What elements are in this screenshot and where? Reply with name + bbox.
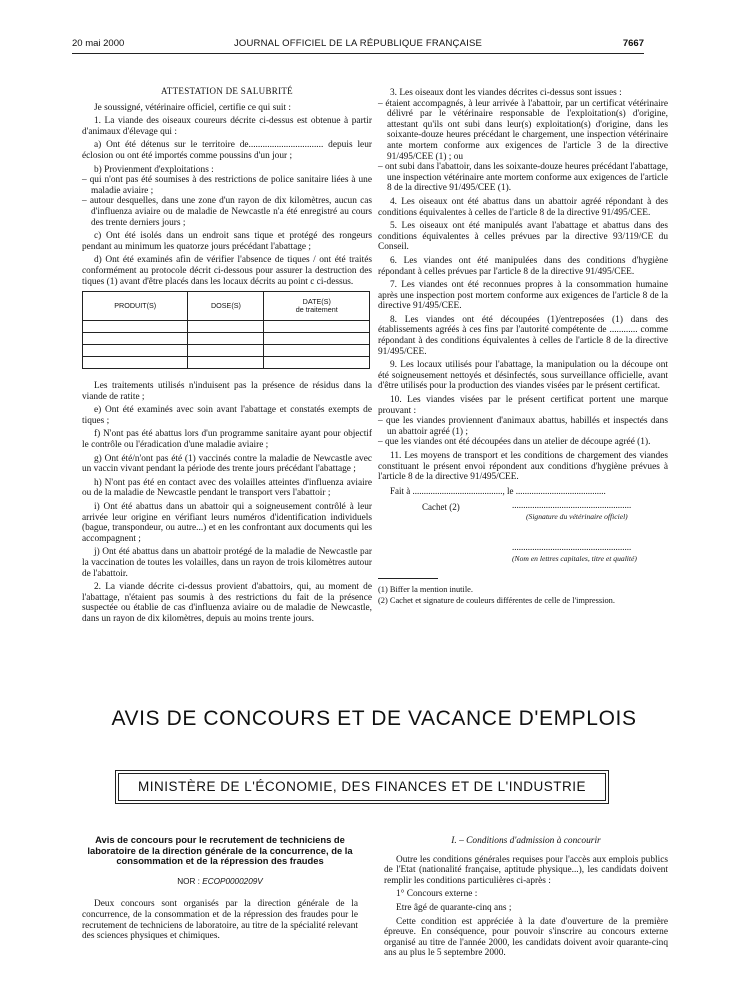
table-row [83,357,370,369]
certificate-point-9: 9. Les locaux utilisés pour l'abattage, la manipulation ou la découpe ont été soigneusement nettoyés et désinfectés, sous surveillance officielle, avant d'être utilisés pour la production des viandes visées par le présent certificat. [378,360,668,392]
stamp-label: Cachet (2) [422,502,460,513]
col-header-produits: PRODUIT(S) [83,292,188,321]
table-row [83,333,370,345]
page-number: 7667 [622,38,644,49]
nor-reference [82,877,358,888]
certificate-point-1e: e) Ont été examinés avec soin avant l'abattage et constatés exempts de tiques ; [82,405,372,426]
table-row [83,321,370,333]
certificate-point-1c: c) Ont été isolés dans un endroit sans tique et protégé des rongeurs pendant au minimum les quatorze jours précédant l'abattage ; [82,231,372,252]
conditions-paragraph-2: 1° Concours externe : [396,889,478,900]
journal-title: JOURNAL OFFICIEL DE LA RÉPUBLIQUE FRANÇAISE [233,38,483,49]
certificate-left-column [82,86,372,628]
signature-block [378,500,668,532]
issue-date: 20 mai 2000 [72,38,125,49]
certificate-point-1: 1. La viande des oiseaux coureurs décrite ci-dessus est obtenue à partir d'animaux d'élevage qui : [82,116,372,137]
certificate-point-4: 4. Les oiseaux ont été abattus dans un abattoir agréé répondant à des conditions équivalentes à celles de l'article 8 de la directive 91/495/CEE. [378,196,668,218]
certificate-right-column [378,88,668,606]
certificate-point-3-dash2: – ont subi dans l'abattoir, dans les soixante-douze heures précédant l'abattage, une inspection vétérinaire ante mortem conforme aux exigences de l'article 8 de la directive 91/495/CEE (1). [378,162,668,194]
name-label: (Nom en lettres capitales, titre et qualité) [512,554,637,564]
footnote-1: (1) Biffer la mention inutile. [378,585,473,595]
certificate-point-3: 3. Les oiseaux dont les viandes décrites ci-dessus sont issues : [390,88,622,98]
certificate-point-1b-dash1: – qui n'ont pas été soumises à des restrictions de police sanitaire liées à une maladie aviaire ; [82,175,372,196]
treatment-table [82,291,370,369]
signature-label: (Signature du vétérinaire officiel) [526,512,628,522]
footnote-2: (2) Cachet et signature de couleurs différentes de celle de l'impression. [378,595,615,605]
certificate-point-5: 5. Les oiseaux ont été manipulés avant l'abattage et abattus dans des conditions équivalentes à celles prévues par la directive 93/119/CE du Conseil. [378,221,668,253]
conditions-paragraph-1: Outre les conditions générales requises pour l'accès aux emplois publics de l'Etat (nationalité française, aptitude physique...), les candidats doivent remplir les conditions particulières ci-après : [384,854,668,886]
certificate-point-1j: j) Ont été abattus dans un abattoir protégé de la maladie de Newcastle par la vaccination de toutes les volailles, dans un rayon de trois kilomètres autour de l'abattoir. [82,547,372,579]
name-line: ..................................................... [512,542,632,553]
name-block [378,542,668,564]
treatment-table-header [83,292,370,321]
certificate-intro: Je soussigné, vétérinaire officiel, certifie ce qui suit : [94,102,292,113]
certificate-point-1i: i) Ont été abattus dans un abattoir qui a soigneusement contrôlé à leur arrivée leur origine en vérifiant leurs numéros d'identification individuels (bague, transpondeur, ou autre...) et en les confrontant aux documents qui les accompagnent ; [82,502,372,544]
certificate-point-10-dash1: – que les viandes proviennent d'animaux abattus, habillés et inspectés dans un abattoir agréé (1) ; [378,416,668,437]
page-header [72,38,644,52]
table-row [83,345,370,357]
header-rule [72,53,644,54]
certificate-point-1d: d) Ont été examinés afin de vérifier l'absence de tiques / ont été traités conformément au protocole décrit ci-dessous pour assurer la destruction des tiques (1) avant d'être placés dans les locaux décrits au point c ci-dessus. [82,255,372,287]
avis-body: Deux concours sont organisés par la direction générale de la concurrence, de la consommation et de la répression des fraudes pour le recrutement de techniciens de laboratoire, au titre de la spécialité relevant des sciences physiques et chimiques. [82,899,358,942]
certificate-point-8: 8. Les viandes ont été découpées (1)/entreposées (1) dans des établissements agréés à ces fins par l'autorité compétente de ............ comme répondant à des conditions équivalentes à celles de l'article 8 de la directive 91/495/CEE. [378,314,668,357]
certificate-point-6: 6. Les viandes ont été manipulées dans des conditions d'hygiène répondant à celles prévues par l'article 8 de la directive 91/495/CEE. [378,255,668,277]
certificate-point-10-dash2: – que les viandes ont été découpées dans un atelier de découpe agréé (1). [378,437,651,448]
certificate-point-7: 7. Les viandes ont été reconnues propres à la consommation humaine après une inspection post mortem conforme aux exigences de l'article 8 de la directive 91/495/CEE. [378,280,668,312]
certificate-point-1b-dash2: – autour desquelles, dans une zone d'un rayon de dix kilomètres, aucun cas d'influenza aviaire ou de maladie de Newcastle n'a été enregistré au cours des trente derniers jours ; [82,196,372,228]
certificate-point-1b: b) Provienment d'exploitations : [94,164,214,175]
footnote-rule [378,578,438,579]
signature-line: ..................................................... [512,500,632,511]
certificate-point-11: 11. Les moyens de transport et les conditions de chargement des viandes constituant le présent envoi répondent aux conditions d'hygiène prévues à l'article 8 de la directive 91/495/CEE. [378,451,668,483]
certificate-point-10: 10. Les viandes visées par le présent certificat portent une marque prouvant : [378,395,668,416]
ministry-box [118,773,606,801]
col-header-doses: DOSE(S) [188,292,264,321]
nor-code: ECOP0000209V [202,876,263,886]
col-header-dates: DATE(S) de traitement [264,292,370,321]
certificate-point-1a: a) Ont été détenus sur le territoire de................................ depuis leur éclosion ou ont été importés comme poussins d'un jour ; [82,140,372,161]
section-title: AVIS DE CONCOURS ET DE VACANCE D'EMPLOIS [111,707,637,730]
certificate-title: ATTESTATION DE SALUBRITÉ [161,86,293,96]
certificate-point-2: 2. La viande décrite ci-dessus provient d'abattoirs, qui, au moment de l'abattage, n'étaient pas soumis à des restrictions du fait de la présence suspectée ou établie de cas d'influenza aviaire ou de maladie de Newcastle, dans un rayon de dix kilomètres, depuis au moins trente jours. [82,582,372,624]
ministry-name: MINISTÈRE DE L'ÉCONOMIE, DES FINANCES ET DE L'INDUSTRIE [138,779,586,794]
avis-left-column [82,835,358,945]
conditions-paragraph-3: Etre âgé de quarante-cinq ans ; [396,902,512,913]
avis-right-column [384,836,668,962]
certificate-point-1g: g) Ont été/n'ont pas été (1) vaccinés contre la maladie de Newcastle avec un vaccin vivant pendant la période des trente jours précédant l'abattage ; [82,453,372,475]
nor-label: NOR : [177,876,200,886]
conditions-title: I. – Conditions d'admission à concourir [451,836,601,846]
signature-place-date: Fait à ........................................, le ........................................ [390,485,606,496]
certificate-point-3-dash1: – étaient accompagnés, à leur arrivée à l'abattoir, par un certificat vétérinaire délivré par le vétérinaire responsable de l'exploitation(s) d'origine, attestant qu'ils ont subi dans leur(s) exploitation(s) d'origine, dans les soixante-douze heures précédant le chargement, une inspection vétérinaire ante mortem conforme aux exigences de l'article 3 de la directive 91/495/CEE (1) ; ou [378,98,668,162]
footnotes [378,585,668,605]
avis-title: Avis de concours pour le recrutement de techniciens de laboratoire de la direction générale de la concurrence, de la consommation et de la répression des fraudes [87,834,353,867]
certificate-point-1h: h) N'ont pas été en contact avec des volailles atteintes d'influenza aviaire ou de la maladie de Newcastle pendant le transport vers l'abattoir ; [82,477,372,499]
certificate-after-table: Les traitements utilisés n'induisent pas la présence de résidus dans la viande de ratite ; [82,381,372,402]
conditions-paragraph-4: Cette condition est appréciée à la date d'ouverture de la première épreuve. En conséquence, pour pouvoir s'inscrire au concours externe organisé au titre de l'année 2000, les candidats doivent avoir quarante-cinq ans au plus le 5 septembre 2000. [384,916,668,959]
certificate-point-1f: f) N'ont pas été abattus lors d'un programme sanitaire ayant pour objectif le contrôle ou l'éradication d'une maladie aviaire ; [82,429,372,451]
